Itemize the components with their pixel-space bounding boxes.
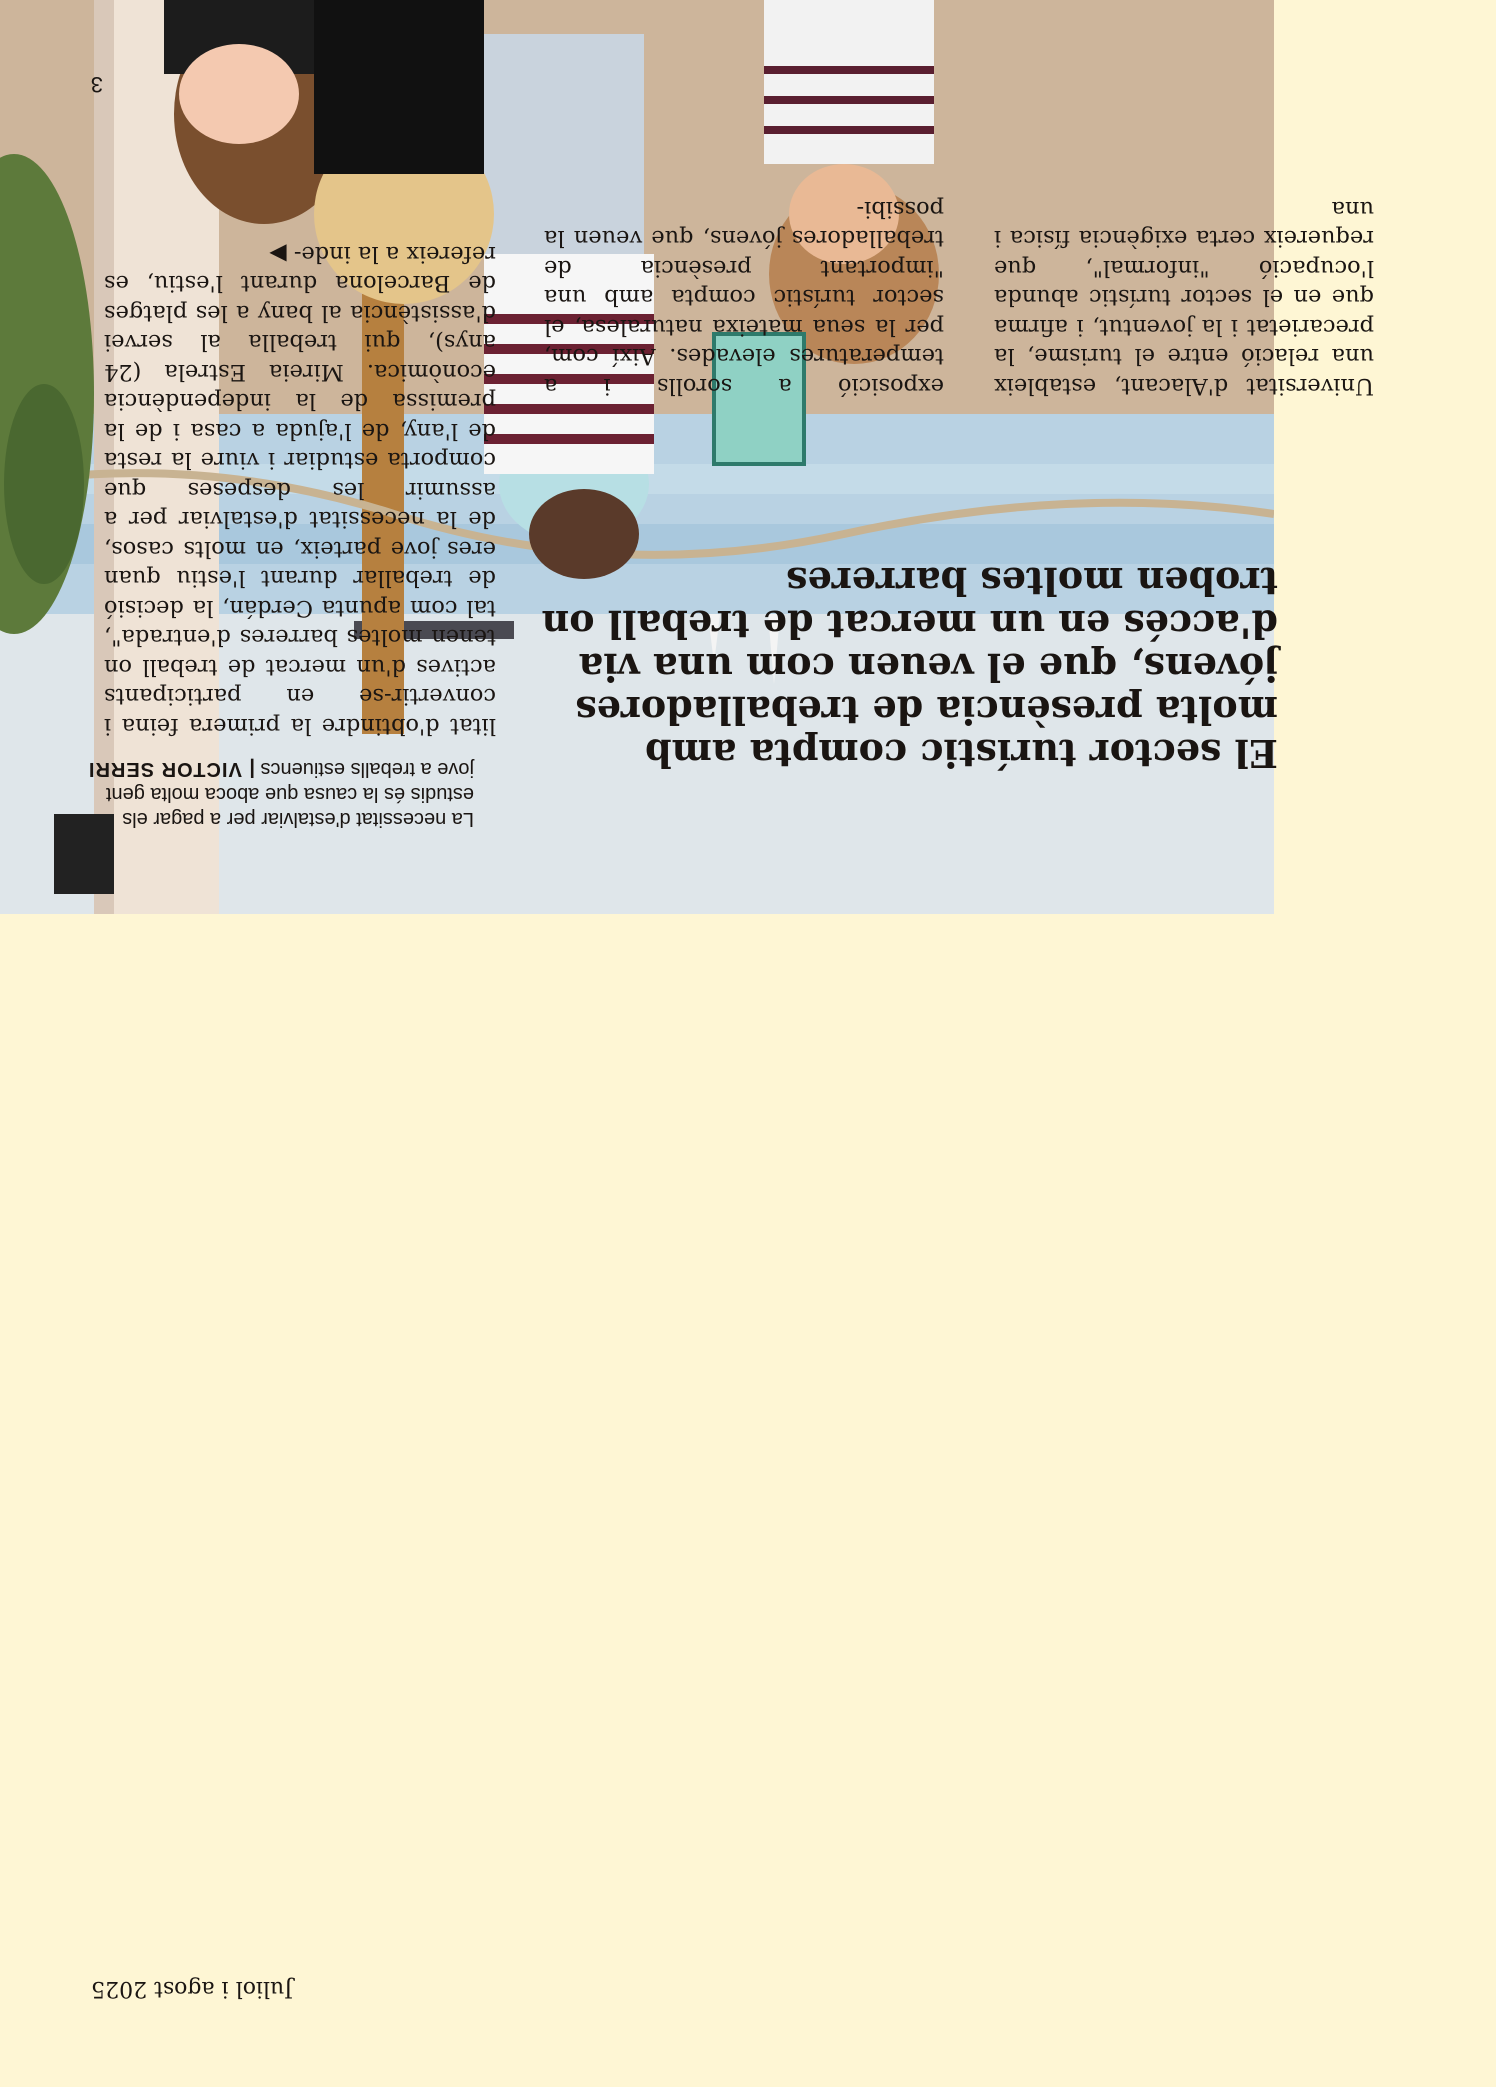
continue-arrow-icon: ▶: [269, 241, 287, 267]
body-column-left-text: litat d'obtindre la primera feina i convertir-se en participants actives d'un mercat de treball on tenen moltes barreres d'entrada", tal com apunta Cerdán, la decisió de treballar durant l'estiu quan eres jove parteix, en molts casos, de la necessitat d'estalviar per a assumir les despeses que comporta estudiar i viure la resta de l'any, de l'ajuda a casa i de la premissa de la independència econòmica. Mireia Estrela (24 anys), qui treballa al servei d'assistència al bany a les platges de Barcelona durant l'estiu, es refereix a la inde-: [104, 241, 496, 739]
photo-caption: [70, 756, 474, 831]
body-column-middle: exposició a sorolls i a temperatures elevades. Així com, per la seua mateixa naturalesa, el sector turístic compta amb una "important presència de treballadores jóvens, que veuen la possibi-: [544, 196, 944, 399]
photo-credit: | VICTOR SERRI: [87, 758, 255, 780]
body-column-right: Universitat d'Alacant, estableix una relació entre el turisme, la precarietat i la joventut, i afirma que en el sector turístic abunda l'ocupació "informal", que requereix certa exigència física i una: [994, 196, 1374, 399]
caption-text: La necessitat d'estalviar per a pagar els estudis és la causa que aboca molta gent jove a treballs estiuencs: [105, 758, 474, 830]
article-headline: El sector turístic compta amb molta presència de treballadores jóvens, que el veuen com una via d'accés en un mercat de treball on troben moltes barreres: [541, 559, 1278, 776]
page-number: 3: [90, 72, 103, 97]
issue-date: Juliol i agost 2025: [91, 1976, 293, 2001]
body-column-left: [104, 239, 496, 741]
